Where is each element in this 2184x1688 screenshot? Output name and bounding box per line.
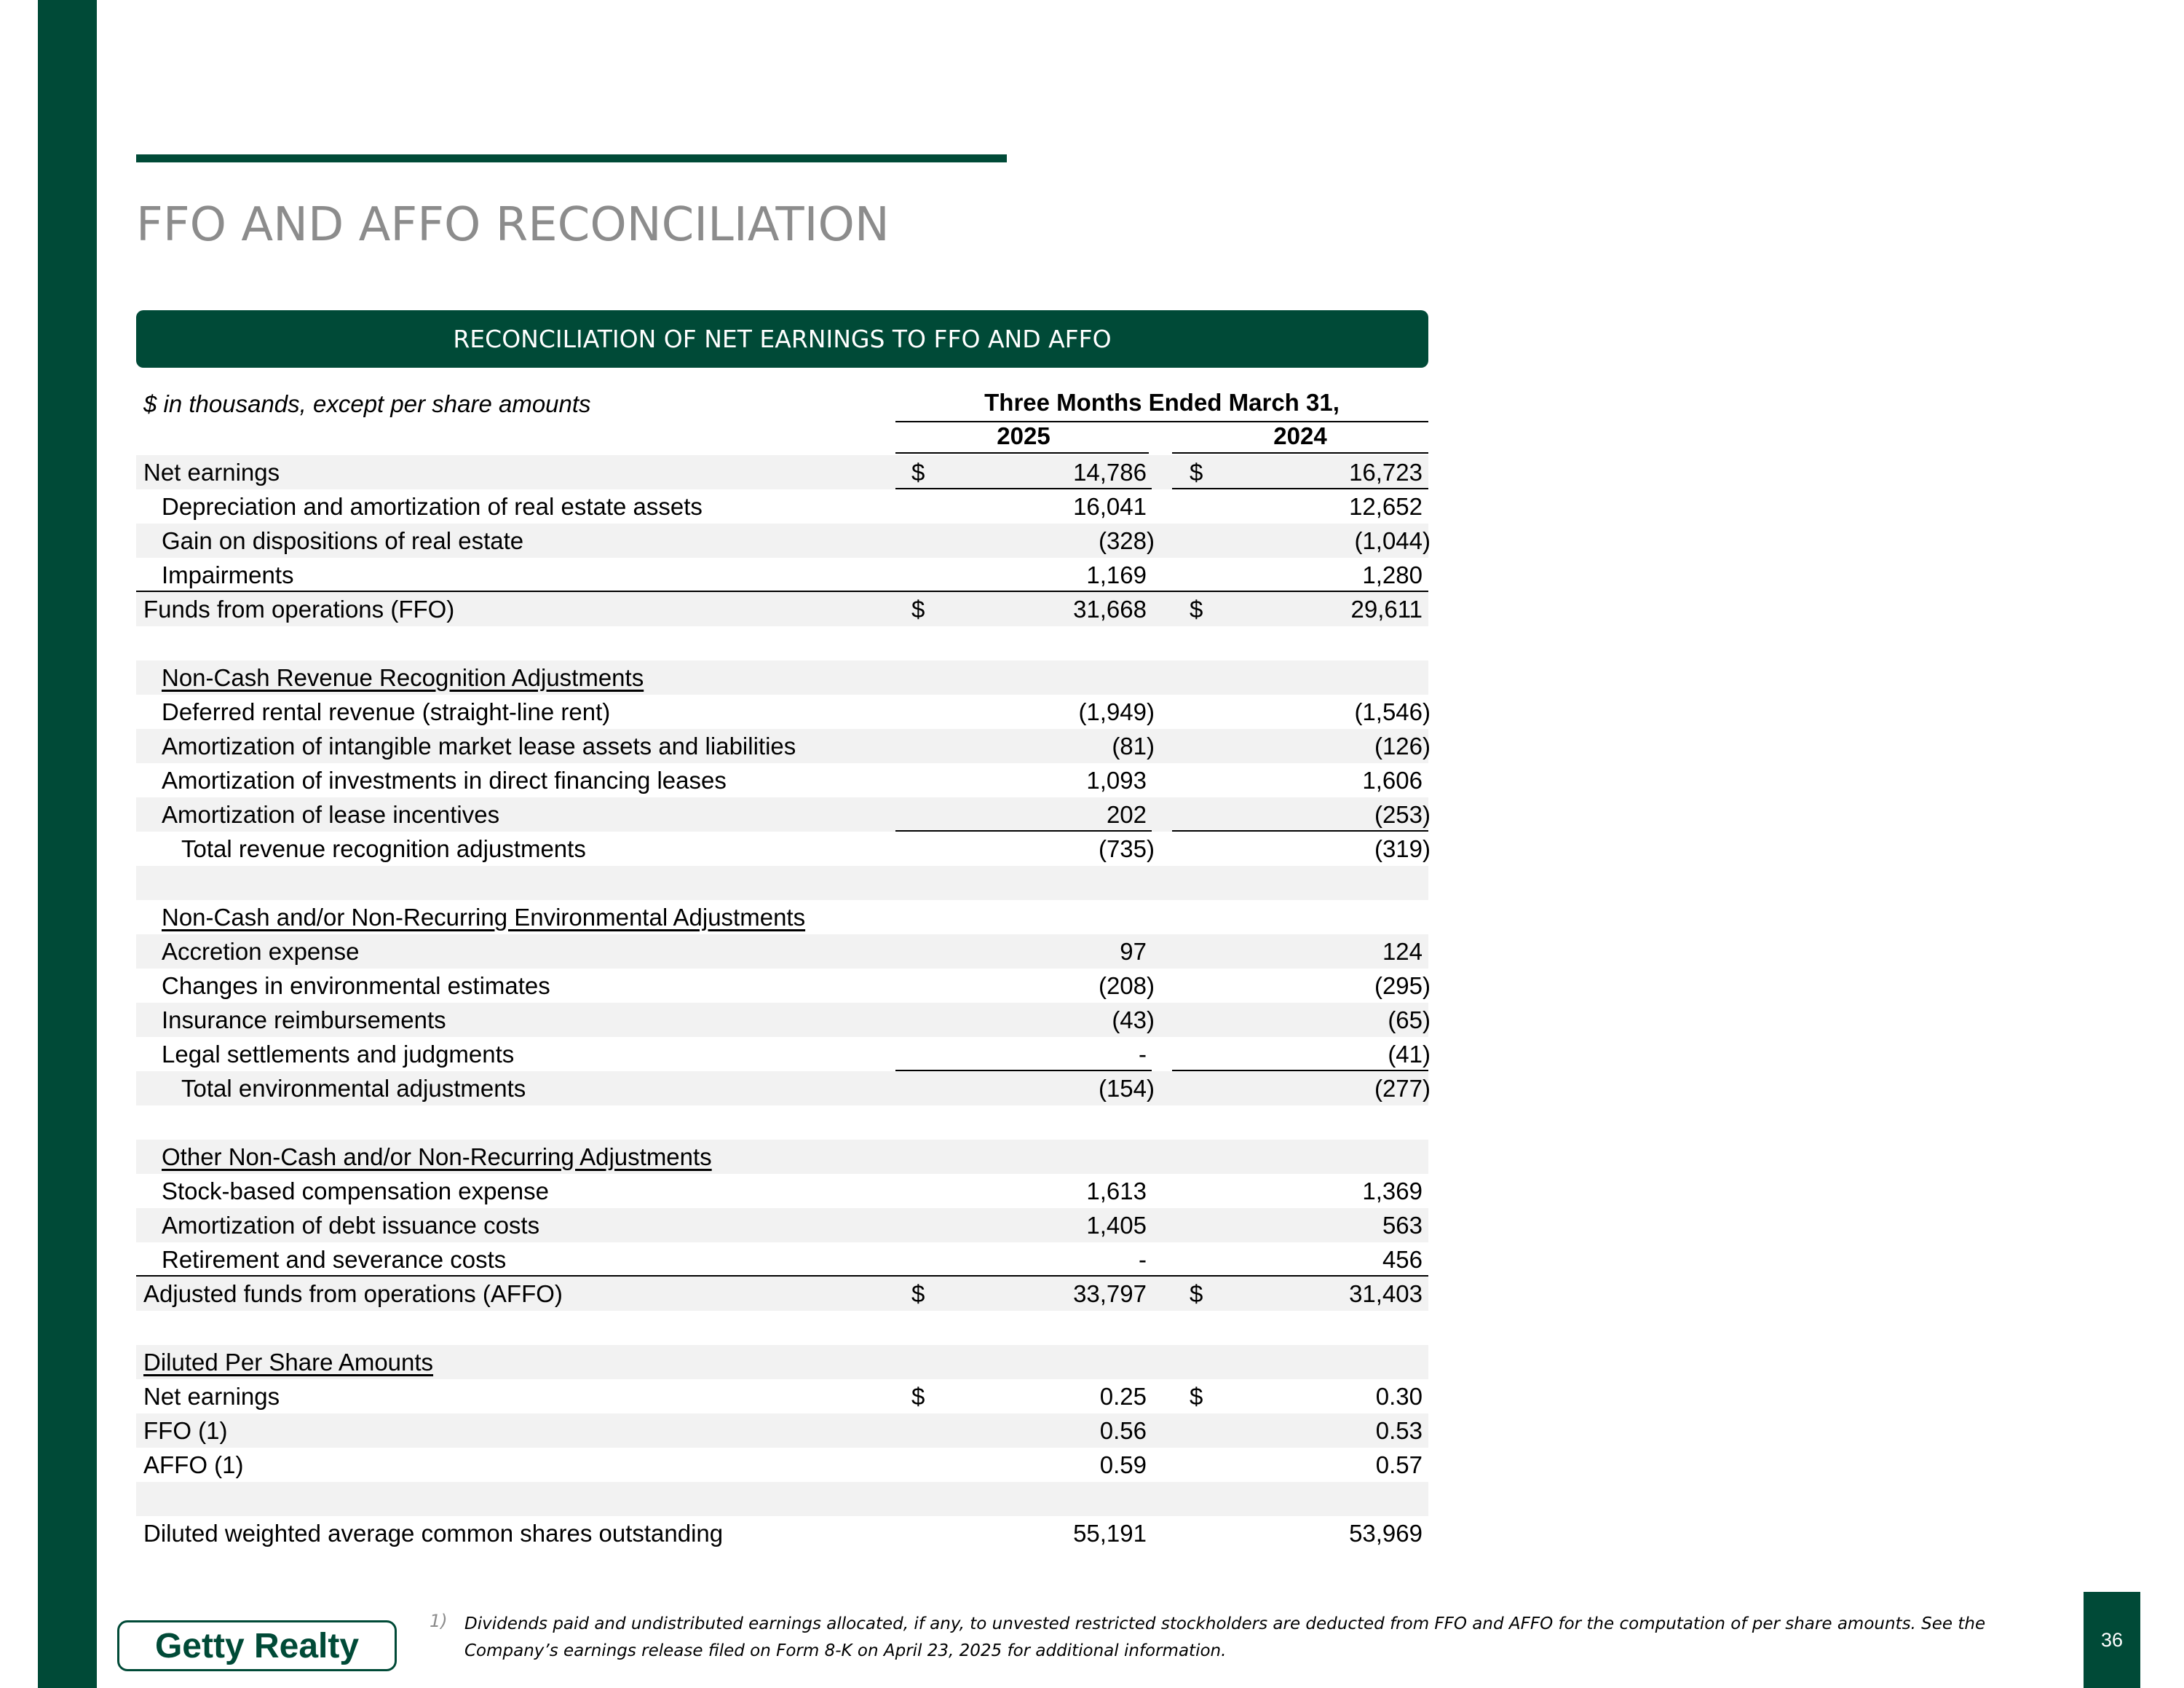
currency-symbol: $ (911, 459, 925, 486)
row-label: Net earnings (143, 459, 280, 486)
row-label: Amortization of lease incentives (162, 801, 500, 828)
row-label: Changes in environmental estimates (162, 972, 550, 999)
currency-symbol: $ (1190, 1280, 1203, 1307)
value-2025: 1,613 (1086, 1178, 1147, 1204)
value-2025: 202 (1106, 801, 1147, 828)
table-row (136, 1003, 1431, 1037)
column-rule (1172, 488, 1428, 489)
row-label: Non-Cash and/or Non-Recurring Environmental Adjustments (162, 904, 806, 931)
value-2025: 14,786 (1073, 459, 1147, 486)
table-row (136, 900, 1428, 934)
table-row (136, 934, 1428, 969)
value-2024: 0.53 (1375, 1417, 1423, 1444)
currency-symbol: $ (1190, 459, 1203, 486)
table-row (136, 1071, 1431, 1105)
table-row (136, 660, 1428, 695)
value-2025: (81) (1112, 733, 1155, 760)
row-label: Stock-based compensation expense (162, 1178, 549, 1204)
left-accent-bar (38, 0, 97, 1688)
row-label: Depreciation and amortization of real estate assets (162, 493, 703, 520)
value-2024: (1,546) (1354, 698, 1431, 725)
table-row (136, 489, 1428, 524)
table-row (136, 558, 1428, 592)
table-row (136, 1277, 1428, 1311)
footnote-number: 1) (430, 1611, 448, 1631)
table-row (136, 1242, 1428, 1277)
year-header-2024: 2024 (1273, 422, 1327, 449)
value-2024: 124 (1382, 938, 1423, 965)
value-2025: - (1139, 1246, 1147, 1273)
row-label: Non-Cash Revenue Recognition Adjustments (162, 664, 644, 691)
row-label: Amortization of intangible market lease assets and liabilities (162, 733, 796, 760)
table-row (136, 626, 1428, 660)
table-row (136, 695, 1431, 729)
value-2024: 29,611 (1350, 596, 1423, 623)
table-row (136, 1448, 1428, 1482)
subtotal-rule (136, 1275, 1428, 1277)
value-2025: 97 (1120, 938, 1147, 965)
value-2025: (208) (1098, 972, 1155, 999)
row-label: Diluted Per Share Amounts (143, 1349, 434, 1376)
value-2024: 53,969 (1349, 1520, 1423, 1547)
row-label: Retirement and severance costs (162, 1246, 507, 1273)
column-rule (1172, 1070, 1428, 1071)
value-2024: 1,606 (1362, 767, 1423, 794)
table-row (136, 866, 1428, 900)
table-row (136, 763, 1428, 797)
table-row (136, 524, 1431, 558)
row-label: Total environmental adjustments (181, 1075, 526, 1102)
units-note: $ in thousands, except per share amounts (143, 390, 591, 417)
page-title: FFO AND AFFO RECONCILIATION (136, 198, 890, 252)
value-2024: (319) (1374, 835, 1431, 862)
value-2024: 1,369 (1362, 1178, 1423, 1204)
row-label: Total revenue recognition adjustments (181, 835, 586, 862)
table-row (136, 1105, 1428, 1140)
table-row (136, 832, 1431, 866)
reconciliation-table (136, 455, 1431, 1550)
row-label: Legal settlements and judgments (162, 1041, 515, 1068)
value-2025: 33,797 (1073, 1280, 1147, 1307)
value-2025: (43) (1112, 1006, 1155, 1033)
table-row (136, 592, 1428, 626)
value-2024: 0.57 (1375, 1451, 1423, 1478)
value-2024: (41) (1388, 1041, 1431, 1068)
row-label: Adjusted funds from operations (AFFO) (143, 1280, 563, 1307)
table-row (136, 1482, 1428, 1516)
value-2024: (126) (1374, 733, 1431, 760)
value-2025: 1,169 (1086, 561, 1147, 588)
row-label: Deferred rental revenue (straight-line rent) (162, 698, 611, 725)
value-2025: (154) (1098, 1075, 1155, 1102)
row-label: Impairments (162, 561, 294, 588)
value-2025: 1,093 (1086, 767, 1147, 794)
row-label: AFFO (1) (143, 1451, 244, 1478)
column-rule (1172, 830, 1428, 832)
page-number: 36 (2084, 1592, 2140, 1688)
currency-symbol: $ (911, 1280, 925, 1307)
table-row (136, 797, 1431, 832)
value-2024: 12,652 (1349, 493, 1423, 520)
table-row (136, 1140, 1428, 1174)
subtotal-rule (136, 591, 1428, 592)
section-banner: RECONCILIATION OF NET EARNINGS TO FFO AND AFFO (136, 310, 1428, 368)
row-label: Gain on dispositions of real estate (162, 527, 524, 554)
row-label: Net earnings (143, 1383, 280, 1410)
year-rule-2 (1172, 452, 1428, 454)
year-header-2025: 2025 (997, 422, 1051, 449)
table-row (136, 729, 1431, 763)
table-row (136, 1208, 1428, 1242)
value-2025: 55,191 (1073, 1520, 1147, 1547)
table-row (136, 455, 1428, 489)
table-row (136, 1174, 1428, 1208)
value-2024: (277) (1374, 1075, 1431, 1102)
value-2025: 1,405 (1086, 1212, 1147, 1239)
value-2024: (253) (1374, 801, 1431, 828)
table-row (136, 1345, 1428, 1379)
year-rule-1 (895, 452, 1149, 454)
value-2025: 16,041 (1073, 493, 1147, 520)
value-2025: 0.59 (1099, 1451, 1147, 1478)
value-2025: 31,668 (1073, 596, 1147, 623)
period-header: Three Months Ended March 31, (984, 389, 1340, 416)
value-2024: (295) (1374, 972, 1431, 999)
company-logo: Getty Realty (117, 1620, 397, 1671)
value-2024: 1,280 (1362, 561, 1423, 588)
currency-symbol: $ (1190, 1383, 1203, 1410)
row-label: FFO (1) (143, 1417, 228, 1444)
table-row (136, 1037, 1431, 1071)
value-2025: 0.56 (1099, 1417, 1147, 1444)
column-rule (895, 488, 1152, 489)
table-row (136, 1379, 1428, 1413)
row-label: Amortization of investments in direct financing leases (162, 767, 727, 794)
value-2025: (1,949) (1078, 698, 1155, 725)
table-row (136, 969, 1431, 1003)
value-2024: 456 (1382, 1246, 1423, 1273)
value-2025: (328) (1098, 527, 1155, 554)
row-label: Amortization of debt issuance costs (162, 1212, 540, 1239)
table-row (136, 1516, 1428, 1550)
currency-symbol: $ (1190, 596, 1203, 623)
value-2025: - (1139, 1041, 1147, 1068)
row-label: Insurance reimbursements (162, 1006, 446, 1033)
row-label: Other Non-Cash and/or Non-Recurring Adjustments (162, 1143, 712, 1170)
currency-symbol: $ (911, 596, 925, 623)
value-2024: 31,403 (1349, 1280, 1423, 1307)
value-2024: 16,723 (1349, 459, 1423, 486)
column-rule (895, 1070, 1152, 1071)
table-row (136, 1413, 1428, 1448)
row-label: Accretion expense (162, 938, 360, 965)
table-row (136, 1311, 1428, 1345)
value-2025: 0.25 (1099, 1383, 1147, 1410)
value-2025: (735) (1098, 835, 1155, 862)
row-label: Funds from operations (FFO) (143, 596, 455, 623)
value-2024: (1,044) (1354, 527, 1431, 554)
currency-symbol: $ (911, 1383, 925, 1410)
footnote-text: Dividends paid and undistributed earnings allocated, if any, to unvested restricted stockholders are deducted from FFO and AFFO for the computation of per share amounts. See the Company’s earnings release filed on Form 8-K on April 23, 2025 for additional information. (464, 1614, 1986, 1660)
row-label: Diluted weighted average common shares outstanding (143, 1520, 724, 1547)
value-2024: (65) (1388, 1006, 1431, 1033)
column-rule (895, 830, 1152, 832)
value-2024: 0.30 (1375, 1383, 1423, 1410)
title-rule (136, 154, 1007, 162)
value-2024: 563 (1382, 1212, 1423, 1239)
